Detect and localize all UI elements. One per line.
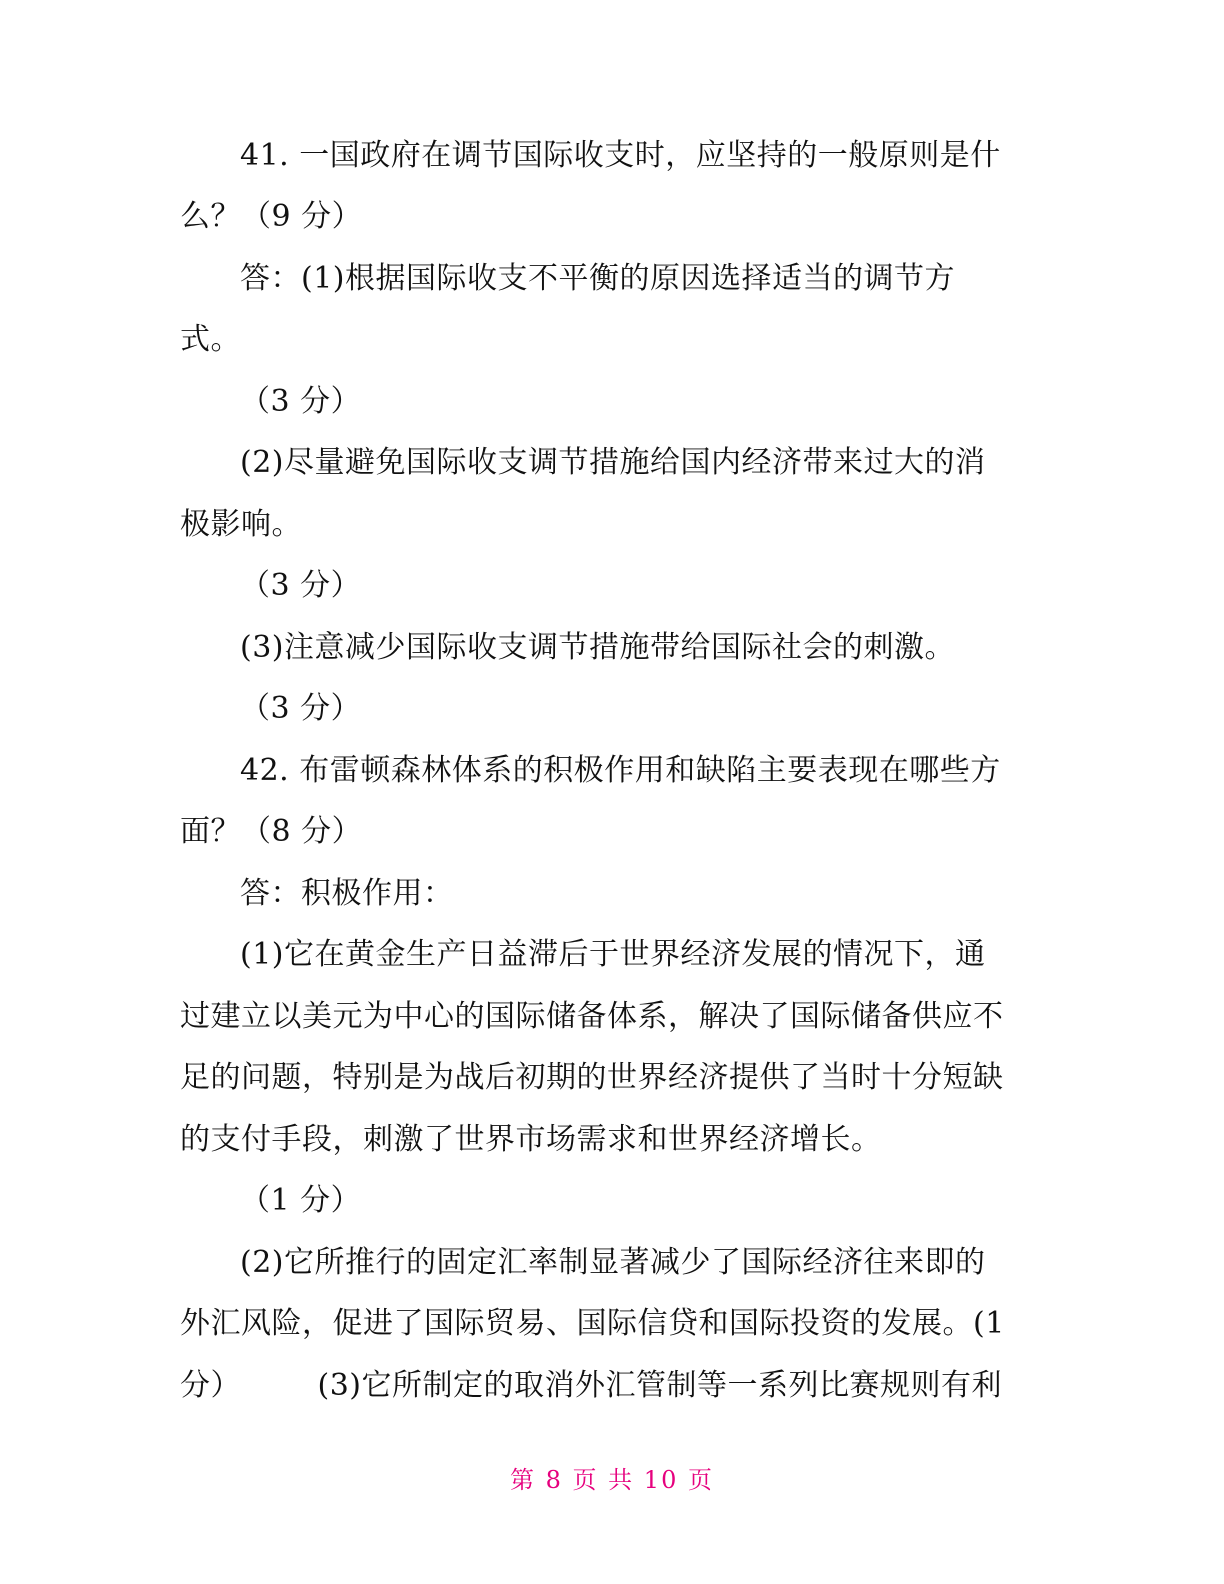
answer-41-item-1-line-2: 式。 <box>180 322 241 357</box>
answer-42-item-1-line-3: 足的问题，特别是为战后初期的世界经济提供了当时十分短缺 <box>180 1060 1004 1095</box>
answer-41-item-2-line-1: (2)尽量避免国际收支调节措施给国内经济带来过大的消 <box>240 445 986 480</box>
score-note: （3 分） <box>240 384 362 419</box>
answer-42-item-2-line-2: 外汇风险，促进了国际贸易、国际信贷和国际投资的发展。(1 <box>180 1306 1005 1341</box>
question-41-line-2: 么？（9 分） <box>180 199 363 234</box>
answer-42-item-1-line-4: 的支付手段，刺激了世界市场需求和世界经济增长。 <box>180 1122 882 1157</box>
answer-42-item-1-line-2: 过建立以美元为中心的国际储备体系，解决了国际储备供应不 <box>180 999 1004 1034</box>
score-note: （3 分） <box>240 568 362 603</box>
answer-41-item-2-line-2: 极影响。 <box>180 507 302 542</box>
question-41-line-1: 41. 一国政府在调节国际收支时，应坚持的一般原则是什 <box>240 138 1001 173</box>
question-42-line-2: 面？（8 分） <box>180 814 363 849</box>
answer-42-item-3-line-1: 分） (3)它所制定的取消外汇管制等一系列比赛规则有利 <box>180 1368 1002 1403</box>
question-42-line-1: 42. 布雷顿森林体系的积极作用和缺陷主要表现在哪些方 <box>240 753 1001 788</box>
page-number-footer: 第 8 页 共 10 页 <box>510 1466 714 1494</box>
answer-41-item-1-line-1: 答：(1)根据国际收支不平衡的原因选择适当的调节方 <box>240 261 955 296</box>
answer-41-item-3: (3)注意减少国际收支调节措施带给国际社会的刺激。 <box>240 630 955 665</box>
answer-42-heading: 答：积极作用： <box>240 876 454 911</box>
score-note: （3 分） <box>240 691 362 726</box>
answer-42-item-1-line-1: (1)它在黄金生产日益滞后于世界经济发展的情况下，通 <box>240 937 986 972</box>
score-note: （1 分） <box>240 1183 362 1218</box>
answer-42-item-2-line-1: (2)它所推行的固定汇率制显著减少了国际经济往来即的 <box>240 1245 986 1280</box>
